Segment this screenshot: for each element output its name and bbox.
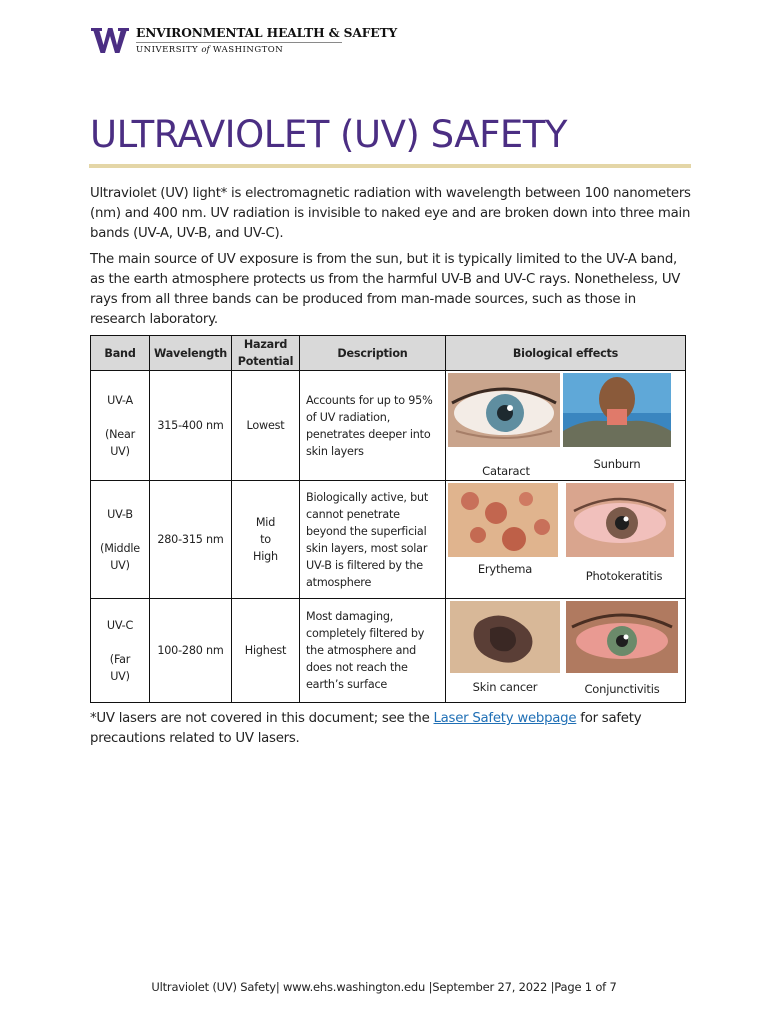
- header-wavelength: Wavelength: [150, 336, 232, 371]
- intro-paragraph: Ultraviolet (UV) light* is electromagnetic radiation with wavelength between 100 nanometers (nm) and 400 nm. UV radiation is invisible to naked eye and are broken down into three main bands (UV-A, UV-B, and UV-C).: [90, 186, 691, 241]
- source-paragraph: The main source of UV exposure is from the sun, but it is typically limited to the UV-A band, as the earth atmosphere protects us from the harmful UV-B and UV-C rays. Nonetheless, UV rays from all three bands can be produced from man-made sources, such as those in research laboratory.: [90, 252, 681, 327]
- header-effects: Biological effects: [446, 336, 686, 371]
- footer-date: September 27, 2022: [432, 980, 548, 994]
- effects-cell: [446, 599, 686, 703]
- conjunctivitis-image: [566, 601, 678, 673]
- header-band: Band: [91, 336, 150, 371]
- org-header: [136, 26, 398, 55]
- caption-erythema: Erythema: [477, 562, 533, 576]
- title-underline: [89, 164, 691, 168]
- caption-cataract: Cataract: [482, 464, 530, 478]
- table-row: [91, 599, 686, 703]
- table-row: [91, 371, 686, 481]
- effects-cell: [446, 481, 686, 599]
- footer-website: www.ehs.washington.edu: [283, 980, 426, 994]
- wavelength-cell: 100-280 nm: [150, 599, 232, 703]
- erythema-image: [448, 483, 558, 557]
- skin-cancer-image: [450, 601, 560, 673]
- band-cell: UV-A (Near UV): [91, 371, 150, 481]
- effects-cell: [446, 371, 686, 481]
- wavelength-cell: 280-315 nm: [150, 481, 232, 599]
- wavelength-cell: 315-400 nm: [150, 371, 232, 481]
- page-title: ULTRAVIOLET (UV) SAFETY: [90, 113, 567, 156]
- header-description: Description: [300, 336, 446, 371]
- caption-sunburn: Sunburn: [593, 457, 641, 471]
- footer-page-number: Page 1 of 7: [554, 980, 617, 994]
- header-divider: [136, 42, 342, 43]
- header-hazard: Hazard Potential: [232, 336, 300, 371]
- org-name: ENVIRONMENTAL HEALTH & SAFETY: [136, 26, 398, 40]
- description-cell: Accounts for up to 95% of UV radiation, penetrates deeper into skin layers: [300, 371, 446, 481]
- description-cell: Biologically active, but cannot penetrate beyond the superficial skin layers, most solar UV-B is filtered by the atmosphere: [300, 481, 446, 599]
- table-row: [91, 481, 686, 599]
- caption-photokeratitis: Photokeratitis: [585, 569, 663, 583]
- page-footer: Ultraviolet (UV) Safety| www.ehs.washington.edu |September 27, 2022 |Page 1 of 7: [151, 980, 617, 994]
- uw-logo: [90, 26, 130, 58]
- band-cell: UV-C (Far UV): [91, 599, 150, 703]
- photokeratitis-image: [566, 483, 674, 557]
- footer-doc-title: Ultraviolet (UV) Safety: [151, 980, 276, 994]
- caption-conjunctivitis: Conjunctivitis: [584, 682, 660, 696]
- uv-bands-table: [90, 335, 686, 703]
- sunburn-image: [563, 373, 671, 447]
- hazard-cell: Lowest: [232, 371, 300, 481]
- table-header-row: [91, 336, 686, 371]
- hazard-cell: Highest: [232, 599, 300, 703]
- laser-safety-link[interactable]: Laser Safety webpage: [433, 711, 577, 726]
- caption-skin-cancer: Skin cancer: [472, 680, 538, 694]
- cataract-image: [448, 373, 560, 447]
- band-cell: UV-B (Middle UV): [91, 481, 150, 599]
- description-cell: Most damaging, completely filtered by the atmosphere and does not reach the earth’s surface: [300, 599, 446, 703]
- footnote: *UV lasers are not covered in this document; see the Laser Safety webpage for safety precautions related to UV lasers.: [90, 711, 642, 746]
- university-name: UNIVERSITY of WASHINGTON: [136, 45, 284, 55]
- hazard-cell: Mid to High: [232, 481, 300, 599]
